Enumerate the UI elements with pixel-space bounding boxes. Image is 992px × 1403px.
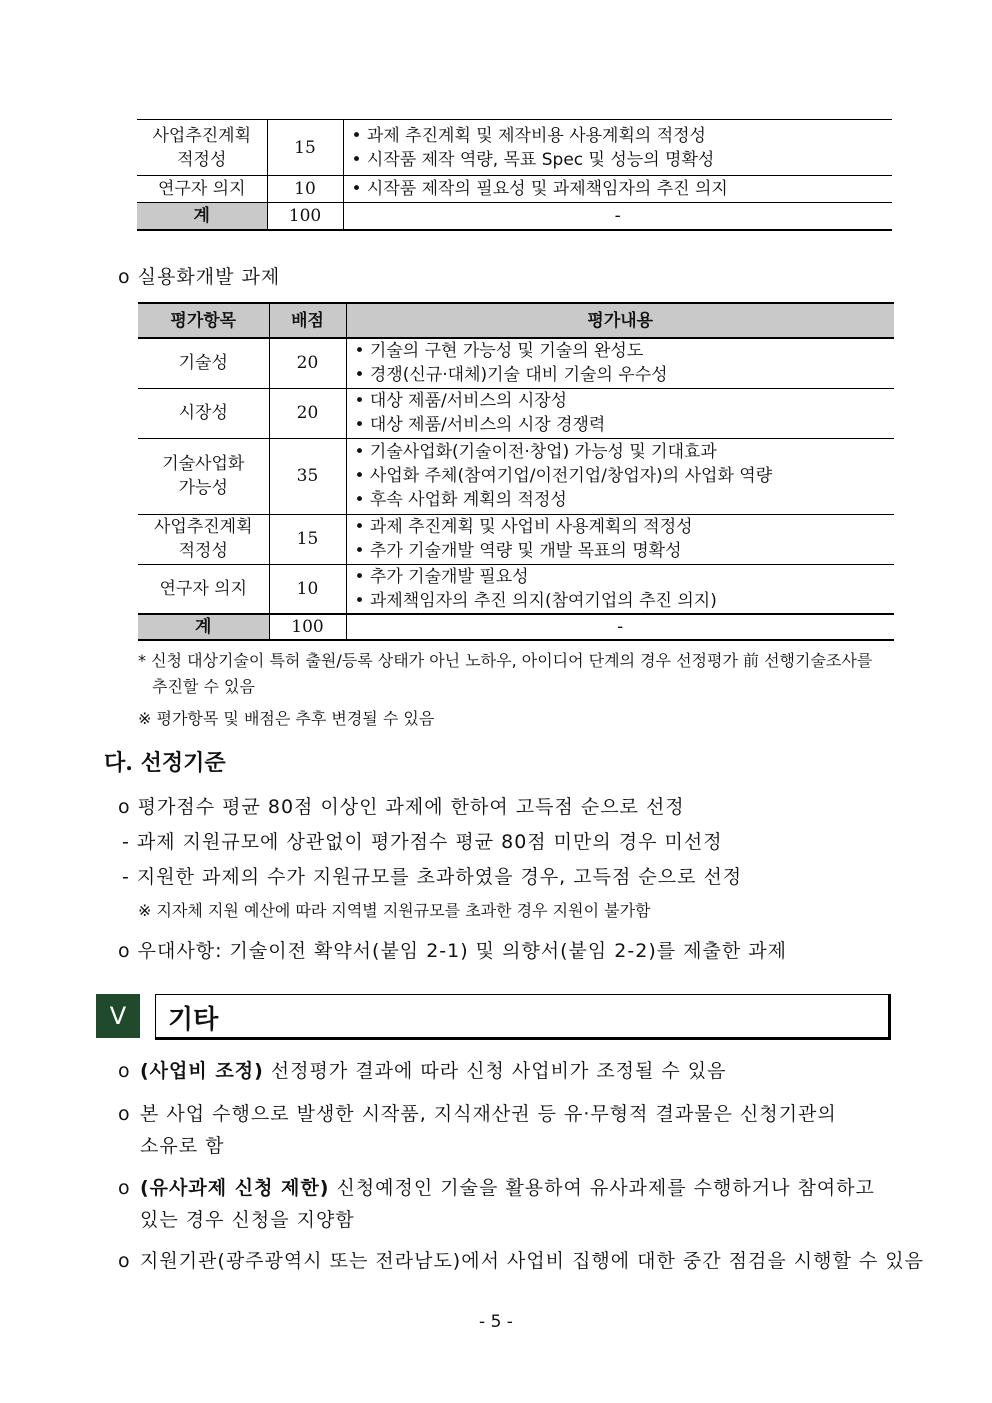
total-content: - [346, 614, 894, 640]
table-row [138, 388, 894, 438]
content-text: • 경쟁(신규·대체)기술 대비 기술의 우수성 [354, 365, 668, 386]
note-text: * 신청 대상기술이 특허 출원/등록 상태가 아닌 노하우, 아이디어 단계의 경우 선정평가 前 선행기술조사를 [138, 651, 873, 670]
item-text: 선정평가 결과에 따라 신청 사업비가 조정될 수 있음 [263, 1060, 727, 1082]
criteria-item: o 평가점수 평균 80점 이상인 과제에 한하여 고득점 순으로 선정 [118, 796, 685, 818]
content-text: • 기술의 구현 가능성 및 기술의 완성도 [354, 341, 644, 362]
evaluation-table-prototype [137, 119, 892, 231]
evaluation-table-practical [138, 302, 894, 641]
header-score: 배점 [269, 303, 346, 338]
item-cell: 연구자 의지 [138, 564, 269, 614]
list-item [118, 1098, 908, 1162]
table-total-row [137, 203, 892, 230]
bullet: o [118, 1060, 131, 1082]
item-cell [138, 514, 269, 564]
item-text: 가능성 [178, 478, 228, 498]
score-cell: 10 [267, 176, 343, 203]
content-text: • 추가 기술개발 필요성 [354, 566, 529, 587]
header-content: 평가내용 [346, 303, 894, 338]
bullet: o [118, 1177, 131, 1199]
content-text: • 과제 추진계획 및 제작비용 사용계획의 적정성 [351, 125, 706, 146]
section-title: 다. 선정기준 [104, 750, 226, 776]
score-cell: 20 [269, 338, 346, 388]
total-score: 100 [267, 203, 343, 230]
content-text: • 추가 기술개발 역량 및 개발 목표의 명확성 [354, 541, 682, 561]
bullet: o [118, 1103, 131, 1125]
content-text: • 과제책임자의 추진 의지(참여기업의 추진 의지) [354, 590, 717, 611]
table-row [138, 514, 894, 564]
item-cell: 기술성 [138, 338, 269, 388]
item-text: 사업추진계획 [153, 517, 253, 537]
total-label: 계 [137, 203, 267, 230]
criteria-subitem: - 지원한 과제의 수가 지원규모를 초과하였을 경우, 고득점 순으로 선정 [122, 866, 743, 888]
page-number: - 5 - [479, 1312, 513, 1332]
item-text: 신청예정인 기술을 활용하여 유사과제를 수행하거나 참여하고 [329, 1177, 875, 1199]
list-item [118, 1246, 924, 1273]
item-cell: 시장성 [138, 388, 269, 438]
table-header-row [138, 303, 894, 338]
criteria-reference-note: ※ 지자체 지원 예산에 따라 지역별 지원규모를 초과한 경우 지원이 불가함 [138, 901, 651, 920]
item-text: 있는 경우 신청을 지양함 [140, 1209, 355, 1231]
preference-item: o 우대사항: 기술이전 확약서(붙임 2-1) 및 의향서(붙임 2-2)를 제출한 과제 [118, 940, 787, 962]
item-text: 지원기관(광주광역시 또는 전라남도)에서 사업비 집행에 대한 중간 점검을 시행할 수 있음 [140, 1250, 924, 1272]
item-cell [138, 438, 269, 514]
section-number-badge: V [96, 994, 140, 1038]
list-item [118, 1056, 727, 1083]
score-cell: 20 [269, 388, 346, 438]
table-row [137, 120, 892, 176]
content-cell [343, 120, 892, 176]
table-row [137, 176, 892, 203]
content-cell: • 시작품 제작의 필요성 및 과제책임자의 추진 의지 [343, 176, 892, 203]
table-total-row [138, 614, 894, 640]
reference-note: ※ 평가항목 및 배점은 추후 변경될 수 있음 [138, 709, 435, 728]
section-title: 기타 [168, 1005, 219, 1035]
star-note [138, 648, 908, 700]
bullet: o [118, 1250, 131, 1272]
content-cell [346, 338, 894, 388]
total-content: - [343, 203, 892, 230]
content-text: • 대상 제품/서비스의 시장 경쟁력 [354, 415, 606, 435]
score-cell: 15 [267, 120, 343, 176]
content-text: • 기술사업화(기술이전·창업) 가능성 및 기대효과 [354, 442, 717, 462]
note-text: 추진할 수 있음 [152, 677, 255, 696]
score-cell: 10 [269, 564, 346, 614]
score-cell: 15 [269, 514, 346, 564]
header-item: 평가항목 [138, 303, 269, 338]
content-cell [346, 564, 894, 614]
item-cell [137, 120, 267, 176]
section-title-box [155, 994, 891, 1040]
table-row [138, 438, 894, 514]
content-cell [346, 438, 894, 514]
practical-section-heading: o 실용화개발 과제 [118, 266, 281, 288]
criteria-subitem: - 과제 지원규모에 상관없이 평가점수 평균 80점 미만의 경우 미선정 [122, 831, 723, 853]
content-text: • 시작품 제작 역량, 목표 Spec 및 성능의 명확성 [351, 149, 715, 170]
bold-label: (유사과제 신청 제한) [140, 1177, 330, 1199]
content-text: • 과제 추진계획 및 사업비 사용계획의 적정성 [354, 517, 693, 537]
content-cell [346, 388, 894, 438]
item-text: 적정성 [177, 149, 227, 170]
content-cell [346, 514, 894, 564]
table-row [138, 564, 894, 614]
item-cell: 연구자 의지 [137, 176, 267, 203]
total-label: 계 [138, 614, 269, 640]
bold-label: (사업비 조정) [140, 1060, 264, 1082]
list-item [118, 1172, 908, 1236]
content-text: • 대상 제품/서비스의 시장성 [354, 391, 568, 411]
item-text: 적정성 [178, 541, 228, 561]
item-text: 기술사업화 [162, 454, 245, 474]
table-row [138, 338, 894, 388]
item-text: 사업추진계획 [152, 125, 252, 146]
content-text: • 사업화 주체(참여기업/이전기업/창업자)의 사업화 역량 [354, 466, 773, 486]
total-score: 100 [269, 614, 346, 640]
content-text: • 후속 사업화 계획의 적정성 [354, 490, 567, 510]
item-text: 본 사업 수행으로 발생한 시작품, 지식재산권 등 유·무형적 결과물은 신청기관의 [140, 1103, 837, 1125]
score-cell: 35 [269, 438, 346, 514]
item-text: 소유로 함 [140, 1135, 225, 1157]
